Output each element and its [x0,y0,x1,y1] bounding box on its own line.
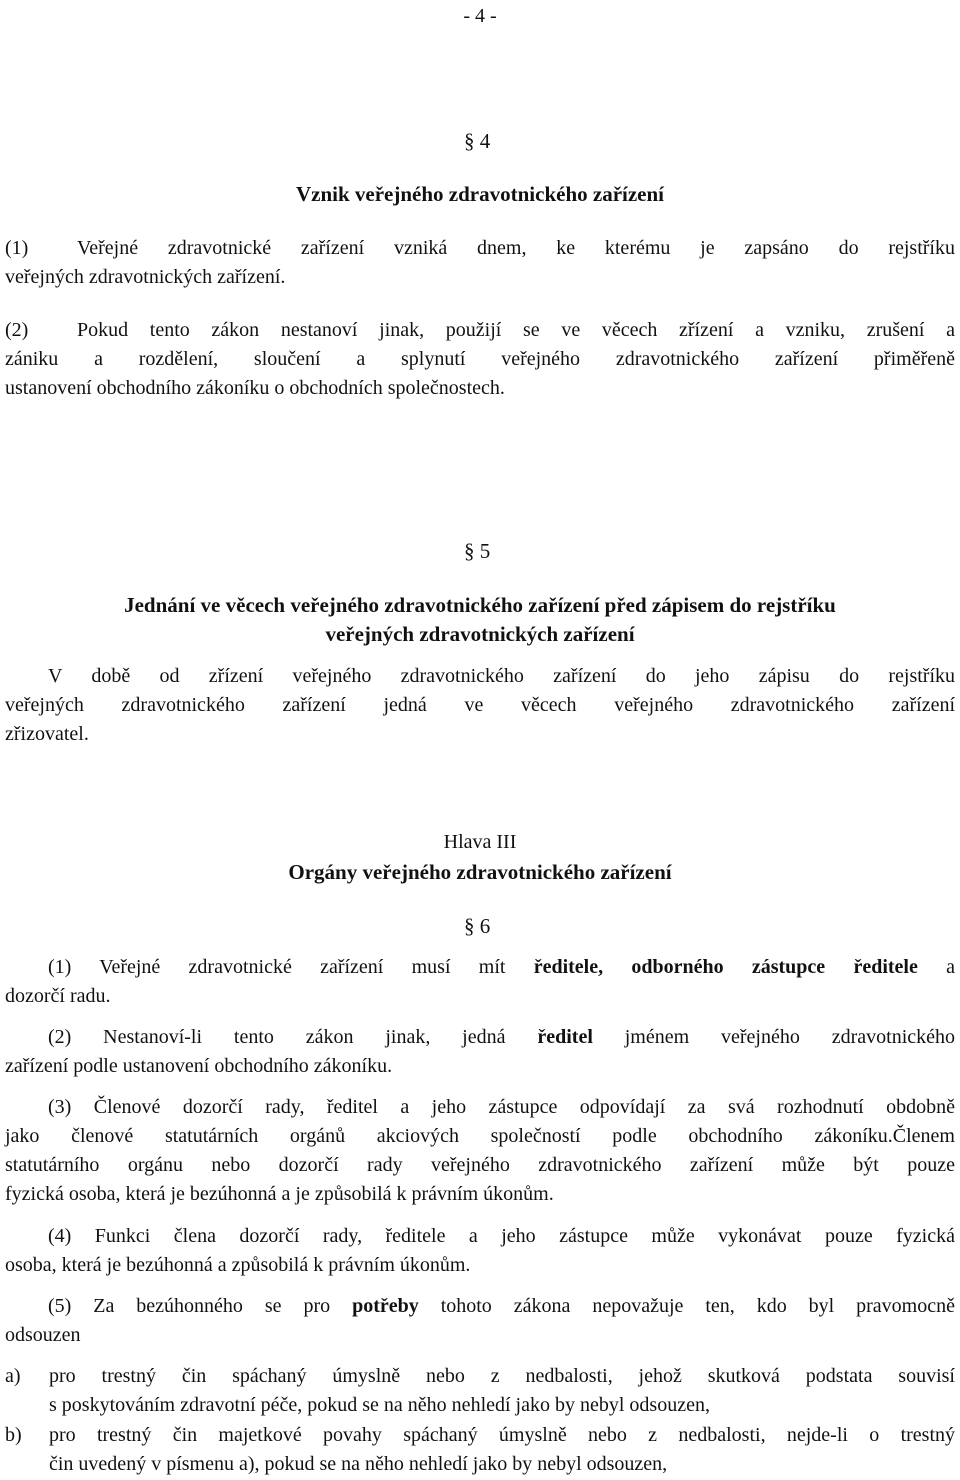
s6-p1-line-2: dozorčí radu. [5,985,111,1007]
s6-paragraph-4 [48,1222,955,1251]
s6-paragraph-1-cont [5,982,955,1011]
s6-p1-text-a: (1) Veřejné zdravotnické zařízení musí mít [48,956,534,978]
list-item-line-2: čin uvedený v písmenu a), pokud se na něho nehledí jako by nebyl odsouzen, [49,1453,668,1475]
page-number: - 4 - [463,5,497,27]
s4-paragraph-2 [5,316,955,403]
list-item-line-1: pro trestný čin majetkové povahy spáchaný úmyslně nebo z nedbalosti, nejde-li o trestný [49,1424,955,1446]
s6-p3-line-1: (3) Členové dozorčí rady, ředitel a jeho zástupce odpovídají za svá rozhodnutí obdobně [48,1096,955,1118]
s6-p5-text-c: tohoto zákona nepovažuje ten, kdo byl pravomocně [418,1295,955,1317]
s6-p3-line-4: fyzická osoba, která je bezúhonná a je způsobilá k právním úkonům. [5,1183,554,1205]
s6-paragraph-3-cont [5,1122,955,1209]
s6-paragraph-2 [48,1023,955,1052]
s4-p2-line-3: ustanovení obchodního zákoníku o obchodních společnostech. [5,377,505,399]
s6-p5-bold: potřeby [352,1295,419,1317]
section-4-heading: § 4 [464,129,491,153]
s4-p2-text-1: Pokud tento zákon nestanoví jinak, použijí se ve věcech zřízení a vzniku, zrušení a [77,319,955,341]
s5-line-2: veřejných zdravotnického zařízení jedná ve věcech veřejného zdravotnického zařízení [5,694,955,716]
s6-p1-line-1 [48,953,955,982]
s4-p2-line-1 [5,316,955,345]
s6-p5-line-2: odsouzen [5,1324,81,1346]
s4-p1-line-2: veřejných zdravotnických zařízení. [5,266,286,288]
list-item-marker: b) [5,1424,22,1446]
s6-paragraph-1 [48,953,955,982]
s6-paragraph-2-cont [5,1052,955,1081]
s4-p2-line-2: zániku a rozdělení, sloučení a splynutí veřejného zdravotnického zařízení přiměřeně [5,348,955,370]
s4-p2-number: (2) [5,319,29,341]
section-5-heading: § 5 [464,539,491,563]
s6-p2-text-c: jménem veřejného zdravotnického [592,1026,956,1048]
s6-p1-bold: ředitele, odborného zástupce ředitele [533,956,918,978]
s6-p2-line-2: zařízení podle ustanovení obchodního zákoníku. [5,1055,393,1077]
s4-paragraph-1 [5,234,955,292]
list-item-line-1: pro trestný čin spáchaný úmyslně nebo z nedbalosti, jehož skutková podstata souvisí [49,1365,955,1387]
s6-p1-text-c: a [917,956,955,978]
s6-p4-line-2: osoba, která je bezúhonná a způsobilá k právním úkonům. [5,1254,471,1276]
s5-line-3: zřizovatel. [5,723,89,745]
section-6-heading: § 6 [464,914,491,938]
s6-p2-text-a: (2) Nestanoví-li tento zákon jinak, jedná [48,1026,538,1048]
chapter-title: Orgány veřejného zdravotnického zařízení [288,860,672,884]
chapter-label: Hlava III [443,831,517,853]
section-5-title-line-2: veřejných zdravotnických zařízení [325,622,635,646]
s5-paragraph [48,662,955,691]
s4-p1-text-1: Veřejné zdravotnické zařízení vzniká dnem, ke kterému je zapsáno do rejstříku [77,237,955,259]
s6-p3-line-3: statutárního orgánu nebo dozorčí rady veřejného zdravotnického zařízení může být pouze [5,1154,955,1176]
s6-p3-line-2: jako členové statutárních orgánů akciových společností podle obchodního zákoníku.Členem [5,1125,955,1147]
s6-paragraph-4-cont [5,1251,955,1280]
s6-p4-line-1: (4) Funkci člena dozorčí rady, ředitele a jeho zástupce může vykonávat pouze fyzická [48,1225,955,1247]
s4-p1-line-1 [5,234,955,263]
list-item [5,1362,955,1420]
s6-paragraph-3 [48,1093,955,1122]
s4-p1-number: (1) [5,237,29,259]
s6-p2-bold: ředitel [537,1026,593,1048]
list-item-marker: a) [5,1365,21,1387]
section-5-title-line-1: Jednání ve věcech veřejného zdravotnického zařízení před zápisem do rejstříku [124,593,836,617]
s6-p5-line-1 [48,1292,955,1321]
s6-p5-text-a: (5) Za bezúhonného se pro [48,1295,353,1317]
s6-p2-line-1 [48,1023,955,1052]
list-item [5,1421,955,1479]
s5-paragraph-cont [5,691,955,749]
list-item-line-2: s poskytováním zdravotní péče, pokud se na něho nehledí jako by nebyl odsouzen, [49,1394,710,1416]
s6-paragraph-5 [48,1292,955,1321]
s5-line-1: V době od zřízení veřejného zdravotnického zařízení do jeho zápisu do rejstříku [48,665,955,687]
s6-paragraph-5-cont [5,1321,955,1350]
section-4-title: Vznik veřejného zdravotnického zařízení [295,182,665,206]
